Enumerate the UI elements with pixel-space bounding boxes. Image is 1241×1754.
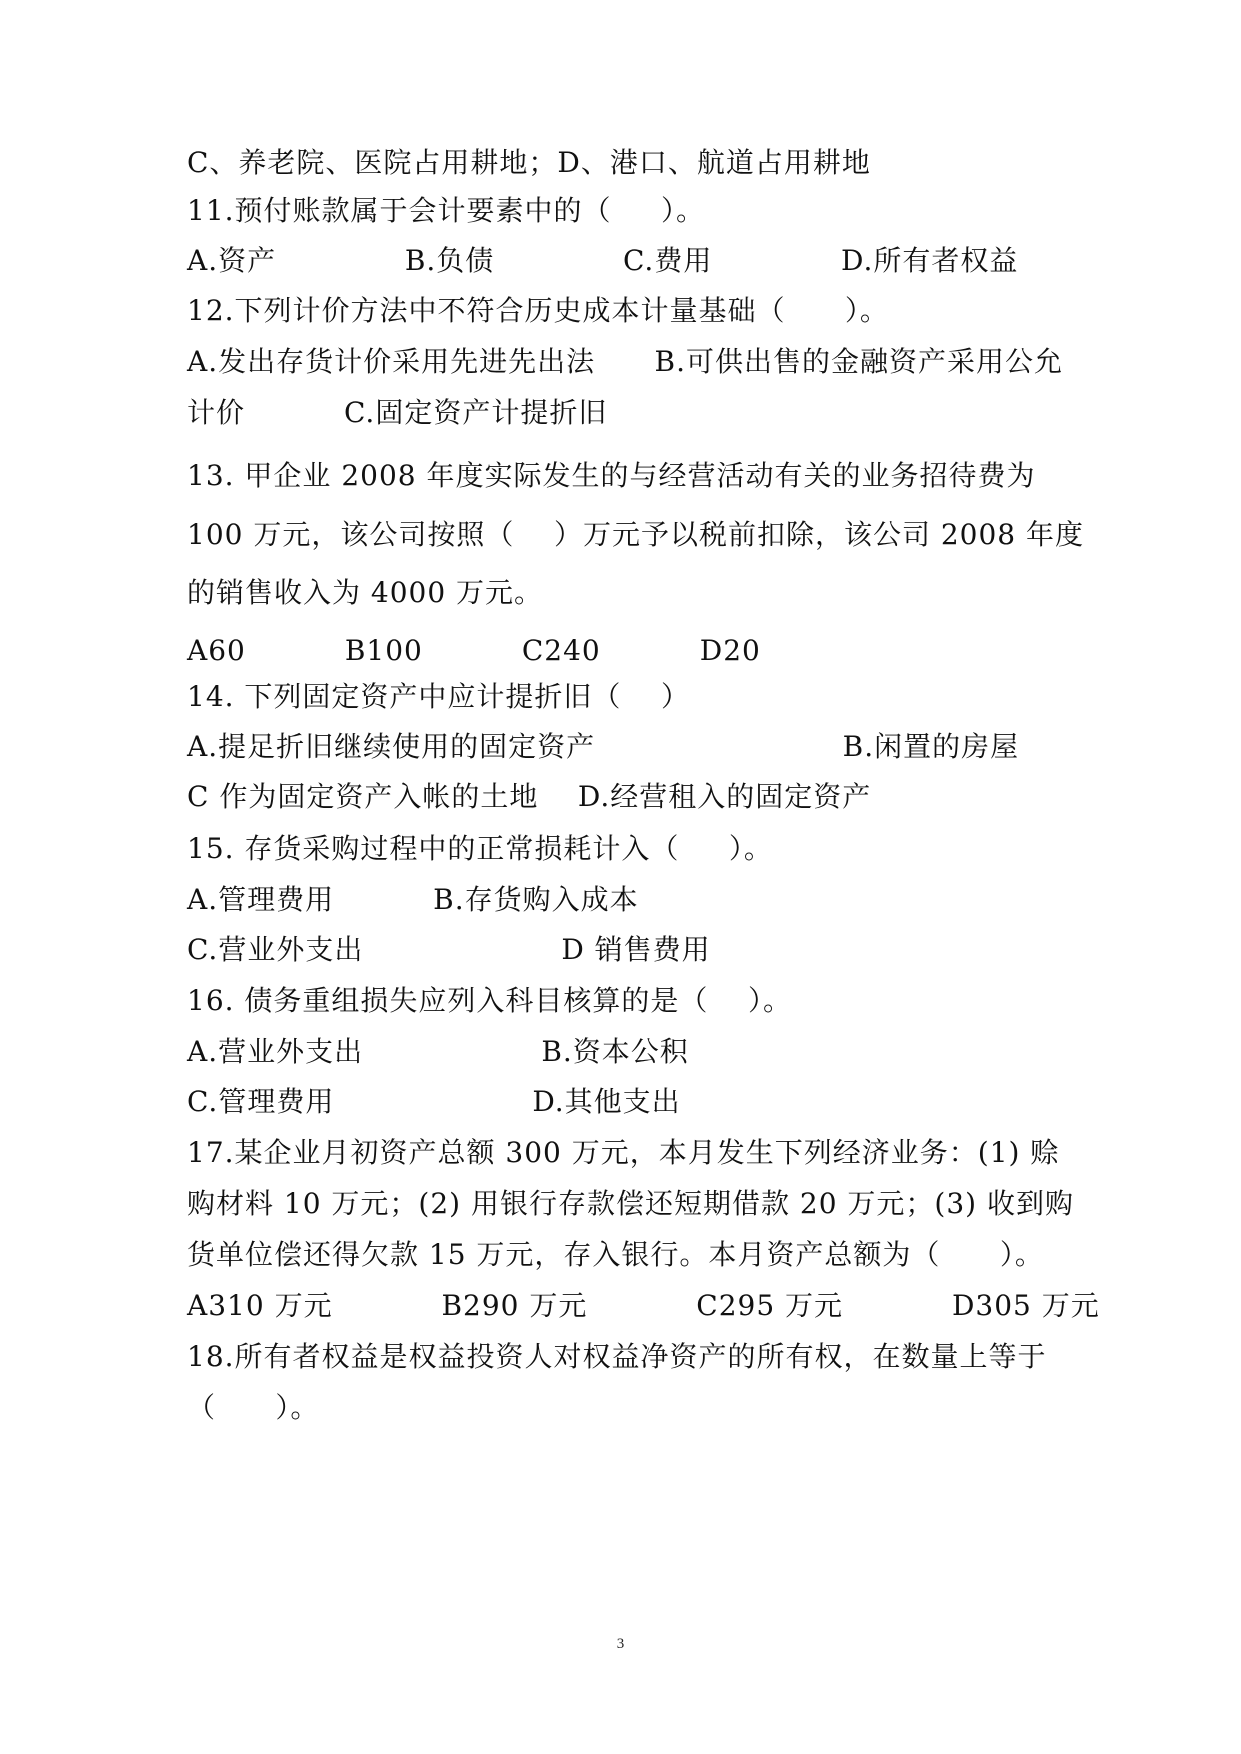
question-18: 18.所有者权益是权益投资人对权益净资产的所有权，在数量上等于 [187, 1340, 1047, 1373]
question-12-options: A.发出存货计价采用先进先出法 B.可供出售的金融资产采用公允 [187, 345, 1064, 378]
question-13-options: A60 B100 C240 D20 [187, 634, 761, 667]
question-16-options-cont: C.管理费用 D.其他支出 [187, 1085, 681, 1118]
question-17-cont: 购材料 10 万元；(2) 用银行存款偿还短期借款 20 万元；(3) 收到购 [187, 1187, 1074, 1220]
question-14-options-cont: C 作为固定资产入帐的土地 D.经营租入的固定资产 [187, 780, 872, 813]
question-12: 12.下列计价方法中不符合历史成本计量基础（ ）。 [187, 294, 889, 327]
question-13-cont: 100 万元，该公司按照（ ）万元予以税前扣除，该公司 2008 年度 [187, 518, 1085, 551]
question-17: 17.某企业月初资产总额 300 万元，本月发生下列经济业务：(1) 赊 [187, 1136, 1060, 1169]
question-14-options: A.提足折旧继续使用的固定资产 B.闲置的房屋 [187, 730, 1020, 763]
text-line: C、养老院、医院占用耕地；D、港口、航道占用耕地 [187, 146, 871, 179]
question-17-cont: 货单位偿还得欠款 15 万元，存入银行。本月资产总额为（ ）。 [187, 1238, 1044, 1271]
question-15-options: A.管理费用 B.存货购入成本 [187, 883, 639, 916]
page-number: 3 [616, 1636, 625, 1652]
question-15-options-cont: C.营业外支出 D 销售费用 [187, 933, 711, 966]
question-17-options: A310 万元 B290 万元 C295 万元 D305 万元 [187, 1289, 1100, 1322]
question-13: 13. 甲企业 2008 年度实际发生的与经营活动有关的业务招待费为 [187, 459, 1036, 492]
question-11-options: A.资产 B.负债 C.费用 D.所有者权益 [187, 244, 1019, 277]
question-13-cont: 的销售收入为 4000 万元。 [187, 576, 544, 609]
question-15: 15. 存货采购过程中的正常损耗计入（ ）。 [187, 832, 773, 865]
question-16-options: A.营业外支出 B.资本公积 [187, 1035, 689, 1068]
question-11: 11.预付账款属于会计要素中的（ ）。 [187, 194, 706, 227]
question-18-cont: （ ）。 [187, 1391, 320, 1424]
question-14: 14. 下列固定资产中应计提折旧（ ） [187, 680, 691, 713]
question-16: 16. 债务重组损失应列入科目核算的是（ ）。 [187, 984, 793, 1017]
question-12-options-cont: 计价 C.固定资产计提折旧 [187, 396, 608, 429]
